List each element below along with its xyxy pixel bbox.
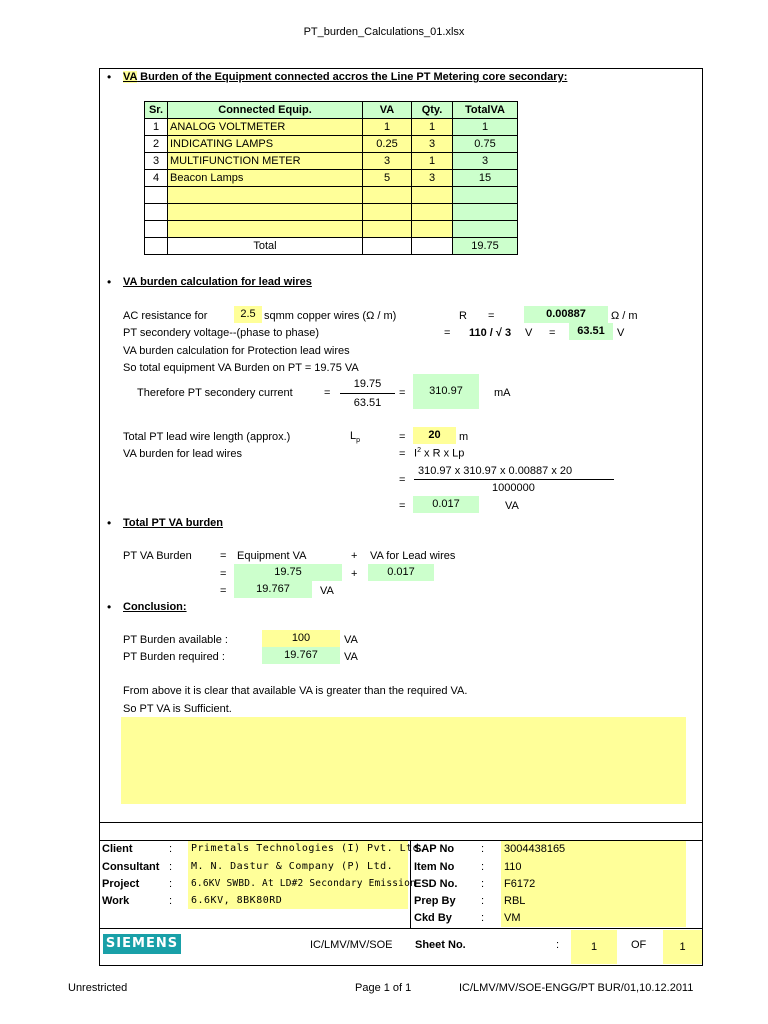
fraction-bar <box>340 393 395 394</box>
consultant-label: Consultant <box>102 861 160 873</box>
table-row <box>145 119 518 136</box>
equals-sign: = <box>324 387 331 399</box>
bullet: • <box>107 600 112 614</box>
colon: : <box>481 861 485 873</box>
of-label: OF <box>631 939 647 951</box>
work-value: 6.6KV, 8BK80RD <box>191 895 283 906</box>
fraction-denominator: 63.51 <box>353 397 382 409</box>
equals-sign: = <box>488 310 495 322</box>
equals-sign: = <box>399 474 406 486</box>
burden-available-value-cell: 100 <box>262 630 340 647</box>
lead-burden-label: VA burden for lead wires <box>123 448 243 460</box>
cell-sr: 1 <box>145 119 168 136</box>
document-reference: IC/LMV/MV/SOE-ENGG/PT BUR/01,10.12.2011 <box>459 982 694 994</box>
cell-qty: 3 <box>412 136 453 153</box>
formula-bar <box>414 479 614 480</box>
table-row <box>145 153 518 170</box>
table-row <box>145 170 518 187</box>
formula-i2rl <box>414 447 464 460</box>
sheet-no-label: Sheet No. <box>415 939 466 951</box>
table-row-empty <box>145 187 518 204</box>
burden-available-unit: VA <box>344 634 358 646</box>
section2-heading: VA burden calculation for lead wires <box>123 276 312 288</box>
cell-sr: 3 <box>145 153 168 170</box>
conclusion-line-2: So PT VA is Sufficient. <box>123 703 232 715</box>
prep-label: Prep By <box>414 895 456 907</box>
cell-equipment: INDICATING LAMPS <box>168 136 363 153</box>
colon: : <box>169 861 173 873</box>
pt-va-burden-label: PT VA Burden <box>123 550 192 562</box>
equals-sign: = <box>399 448 406 460</box>
cell-va: 3 <box>363 153 412 170</box>
project-value: 6.6KV SWBD. At LD#2 Secondary Emission <box>191 878 416 889</box>
resistance-unit: Ω / m <box>611 310 638 322</box>
burden-available-label: PT Burden available : <box>123 634 228 646</box>
current-value-cell: 310.97 <box>413 374 479 409</box>
lp-subscript: p <box>356 437 361 445</box>
colon: : <box>169 878 173 890</box>
client-label: Client <box>102 843 133 855</box>
cell-equipment: ANALOG VOLTMETER <box>168 119 363 136</box>
pt-current-label: Therefore PT secondery current <box>137 387 293 399</box>
cell-total-va: 0.75 <box>453 136 518 153</box>
col-equipment: Connected Equip. <box>168 102 363 119</box>
cell-qty: 1 <box>412 119 453 136</box>
cell-total-va: 3 <box>453 153 518 170</box>
section1-heading <box>123 71 567 83</box>
formula-numerator: 310.97 x 310.97 x 0.00887 x 20 <box>418 465 573 477</box>
table-header-row <box>145 102 518 119</box>
col-qty: Qty. <box>412 102 453 119</box>
voltage-unit: V <box>525 327 533 339</box>
bullet: • <box>107 275 112 289</box>
ac-resistance-label: AC resistance for <box>123 310 208 322</box>
conclusion-line-1: From above it is clear that available VA is greater than the required VA. <box>123 685 468 697</box>
col-sr: Sr. <box>145 102 168 119</box>
cell-sr: 4 <box>145 170 168 187</box>
page-title: PT_burden_Calculations_01.xlsx <box>303 26 465 38</box>
col-va: VA <box>363 102 412 119</box>
colon: : <box>169 843 173 855</box>
total-va-unit: VA <box>320 585 334 597</box>
colon: : <box>481 895 485 907</box>
department-code: IC/LMV/MV/SOE <box>310 939 393 951</box>
esd-value: F6172 <box>504 878 536 890</box>
lead-wires-va-label: VA for Lead wires <box>370 550 456 562</box>
pt-voltage-label: PT secondery voltage--(phase to phase) <box>123 327 320 339</box>
equals-sign: = <box>399 387 406 399</box>
total-va-value-cell: 19.767 <box>234 581 312 598</box>
equals-sign: = <box>220 568 227 580</box>
heading-va-highlight: VA <box>123 71 138 83</box>
equipment-va-label: Equipment VA <box>237 550 307 562</box>
total-label: Total <box>168 238 363 255</box>
equals-sign: = <box>220 585 227 597</box>
equals-sign: = <box>549 327 556 339</box>
bullet: • <box>107 516 112 530</box>
r-label: R <box>459 310 467 322</box>
section4-heading: Conclusion: <box>123 601 187 613</box>
lead-burden-value-cell: 0.017 <box>413 496 479 513</box>
cell-qty: 1 <box>412 153 453 170</box>
cell-qty: 3 <box>412 170 453 187</box>
sap-value: 3004438165 <box>504 843 566 855</box>
project-label: Project <box>102 878 140 890</box>
colon: : <box>481 878 485 890</box>
cell-total-va: 1 <box>453 119 518 136</box>
plus-sign: + <box>351 550 358 562</box>
colon: : <box>169 895 173 907</box>
ckd-value: VM <box>504 912 521 924</box>
footer-top-border <box>99 822 703 823</box>
current-unit: mA <box>494 387 511 399</box>
resistance-value-cell: 0.00887 <box>524 306 608 323</box>
client-value: Primetals Technologies (I) Pvt. Ltd. <box>191 843 426 854</box>
equipment-va-value-cell: 19.75 <box>234 564 342 581</box>
cell-equipment: MULTIFUNCTION METER <box>168 153 363 170</box>
remarks-box <box>121 717 686 804</box>
equals-sign: = <box>399 431 406 443</box>
lead-length-unit: m <box>459 431 469 443</box>
formula-denominator: 1000000 <box>492 482 535 494</box>
section3-heading: Total PT VA burden <box>123 517 224 529</box>
cell-va: 5 <box>363 170 412 187</box>
table-total-row <box>145 238 518 255</box>
work-label: Work <box>102 895 130 907</box>
cell-va: 0.25 <box>363 136 412 153</box>
equipment-table <box>144 101 518 255</box>
formula-rest: x R x Lp <box>420 447 465 460</box>
sheet-number-cell: 1 <box>571 930 617 964</box>
col-total-va: TotalVA <box>453 102 518 119</box>
plus-sign: + <box>351 568 358 580</box>
formula-i: I <box>414 447 418 460</box>
equals-sign: = <box>399 500 406 512</box>
cell-equipment: Beacon Lamps <box>168 170 363 187</box>
burden-required-value-cell: 19.767 <box>262 647 340 664</box>
table-row <box>145 136 518 153</box>
table-row-empty <box>145 204 518 221</box>
lead-va-value-cell: 0.017 <box>368 564 434 581</box>
consultant-value: M. N. Dastur & Company (P) Ltd. <box>191 861 394 872</box>
voltage-unit: V <box>617 327 625 339</box>
protection-label: VA burden calculation for Protection lead wires <box>123 345 350 357</box>
table-row-empty <box>145 221 518 238</box>
lead-length-value-cell: 20 <box>413 427 456 444</box>
total-equip-burden-label: So total equipment VA Burden on PT = 19.75 VA <box>123 362 359 374</box>
bullet: • <box>107 70 112 84</box>
esd-label: ESD No. <box>414 878 458 890</box>
cell-sr: 2 <box>145 136 168 153</box>
voltage-expr: 110 / √ 3 <box>469 327 512 339</box>
item-label: Item No <box>414 861 455 873</box>
wire-desc: sqmm copper wires (Ω / m) <box>264 310 397 322</box>
equals-sign: = <box>220 550 227 562</box>
item-value: 110 <box>504 861 522 873</box>
lp-symbol <box>350 430 360 444</box>
cell-total-va: 15 <box>453 170 518 187</box>
burden-required-unit: VA <box>344 651 358 663</box>
classification-label: Unrestricted <box>68 982 128 994</box>
lead-burden-unit: VA <box>505 500 519 512</box>
prep-value: RBL <box>504 895 526 907</box>
burden-required-label: PT Burden required : <box>123 651 225 663</box>
total-value: 19.75 <box>453 238 518 255</box>
heading-rest: Burden of the Equipment connected accros the Line PT Metering core secondary: <box>137 71 568 83</box>
sap-label: SAP No <box>414 843 455 855</box>
wire-size-cell: 2.5 <box>234 306 262 323</box>
colon: : <box>481 912 485 924</box>
voltage-value-cell: 63.51 <box>569 323 613 340</box>
fraction-numerator: 19.75 <box>353 378 382 390</box>
page-number: Page 1 of 1 <box>355 982 412 994</box>
footer-divider <box>99 928 703 929</box>
siemens-logo: SIEMENS <box>103 934 181 954</box>
lp-letter: L <box>350 430 357 442</box>
cell-va: 1 <box>363 119 412 136</box>
formula-sup: 2 <box>417 447 421 454</box>
sheet-total-cell: 1 <box>663 930 702 964</box>
lead-length-label: Total PT lead wire length (approx.) <box>123 431 291 443</box>
ckd-label: Ckd By <box>414 912 452 924</box>
equals-sign: = <box>444 327 451 339</box>
colon: : <box>481 843 485 855</box>
colon: : <box>556 939 560 951</box>
